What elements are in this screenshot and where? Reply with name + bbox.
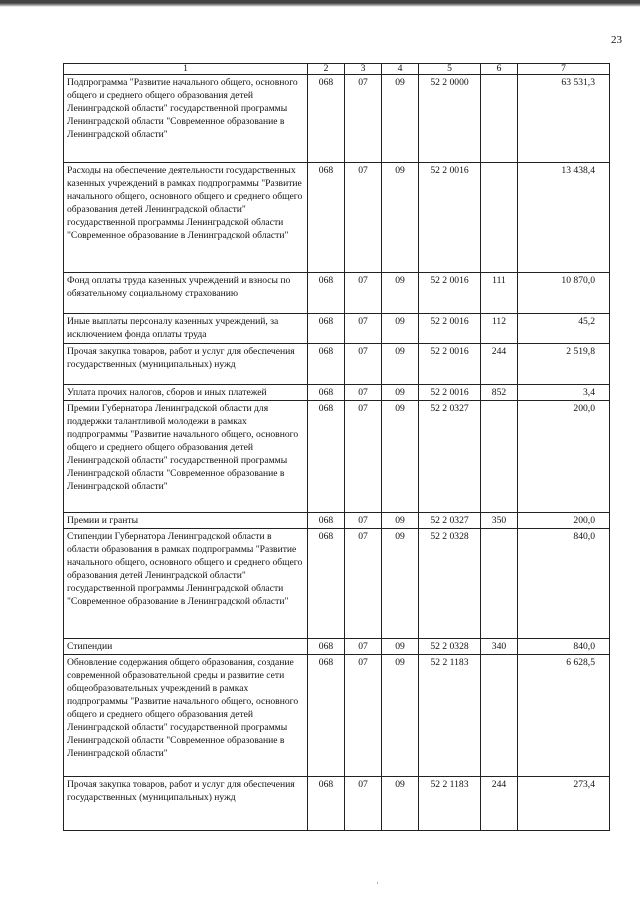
row-pr: 09 bbox=[382, 639, 419, 655]
table-row bbox=[64, 529, 610, 639]
row-rz: 07 bbox=[345, 75, 382, 163]
row-csr: 52 2 1183 bbox=[419, 777, 481, 831]
row-name: Премии и гранты bbox=[64, 513, 308, 529]
row-name: Стипендии bbox=[64, 639, 308, 655]
row-sum: 273,4 bbox=[518, 777, 610, 831]
row-rz: 07 bbox=[345, 777, 382, 831]
header-sum: 7 bbox=[518, 64, 610, 75]
row-pr: 09 bbox=[382, 273, 419, 314]
row-grbs: 068 bbox=[308, 273, 345, 314]
budget-table bbox=[63, 63, 610, 831]
row-sum: 2 519,8 bbox=[518, 344, 610, 385]
row-vr: 112 bbox=[481, 314, 518, 344]
row-rz: 07 bbox=[345, 273, 382, 314]
row-pr: 09 bbox=[382, 75, 419, 163]
row-csr: 52 2 0016 bbox=[419, 344, 481, 385]
row-rz: 07 bbox=[345, 401, 382, 513]
row-pr: 09 bbox=[382, 777, 419, 831]
row-pr: 09 bbox=[382, 163, 419, 273]
row-vr: 244 bbox=[481, 344, 518, 385]
header-rz: 3 bbox=[345, 64, 382, 75]
row-csr: 52 2 0328 bbox=[419, 529, 481, 639]
header-pr: 4 bbox=[382, 64, 419, 75]
row-grbs: 068 bbox=[308, 163, 345, 273]
row-vr bbox=[481, 529, 518, 639]
row-csr: 52 2 0327 bbox=[419, 513, 481, 529]
row-grbs: 068 bbox=[308, 639, 345, 655]
row-vr: 340 bbox=[481, 639, 518, 655]
row-sum: 3,4 bbox=[518, 385, 610, 401]
row-name: Уплата прочих налогов, сборов и иных платежей bbox=[64, 385, 308, 401]
row-rz: 07 bbox=[345, 655, 382, 777]
row-rz: 07 bbox=[345, 314, 382, 344]
row-csr: 52 2 0016 bbox=[419, 385, 481, 401]
row-grbs: 068 bbox=[308, 513, 345, 529]
row-csr: 52 2 0328 bbox=[419, 639, 481, 655]
page-number: 23 bbox=[611, 34, 622, 46]
row-sum: 840,0 bbox=[518, 639, 610, 655]
row-name: Иные выплаты персоналу казенных учреждений, за исключением фонда оплаты труда bbox=[64, 314, 308, 344]
table-row bbox=[64, 655, 610, 777]
row-grbs: 068 bbox=[308, 529, 345, 639]
row-grbs: 068 bbox=[308, 401, 345, 513]
row-pr: 09 bbox=[382, 385, 419, 401]
header-vr: 6 bbox=[481, 64, 518, 75]
row-pr: 09 bbox=[382, 401, 419, 513]
row-csr: 52 2 0016 bbox=[419, 314, 481, 344]
row-sum: 840,0 bbox=[518, 529, 610, 639]
row-grbs: 068 bbox=[308, 344, 345, 385]
row-name: Подпрограмма "Развитие начального общего, основного общего и среднего общего образования детей Ленинградской области" государственной программы Ленинградской области "Современное образование в Ленинградской области" bbox=[64, 75, 308, 163]
row-pr: 09 bbox=[382, 529, 419, 639]
row-name: Прочая закупка товаров, работ и услуг для обеспечения государственных (муниципальных) нужд bbox=[64, 344, 308, 385]
row-sum: 10 870,0 bbox=[518, 273, 610, 314]
row-rz: 07 bbox=[345, 163, 382, 273]
row-sum: 200,0 bbox=[518, 401, 610, 513]
table-row bbox=[64, 513, 610, 529]
row-rz: 07 bbox=[345, 639, 382, 655]
row-vr bbox=[481, 401, 518, 513]
table-row bbox=[64, 777, 610, 831]
row-sum: 200,0 bbox=[518, 513, 610, 529]
table-row bbox=[64, 163, 610, 273]
row-name: Обновление содержания общего образования, создание современной образовательной среды и развитие сети общеобразовательных учреждений в рамках подпрограммы "Развитие начального общего, основного общего и среднего общего образования детей Ленинградской области" государственной программы Ленинградской области "Современное образование в Ленинградской области" bbox=[64, 655, 308, 777]
row-sum: 63 531,3 bbox=[518, 75, 610, 163]
row-vr bbox=[481, 75, 518, 163]
row-csr: 52 2 0016 bbox=[419, 163, 481, 273]
scan-artifact-mark: · bbox=[376, 878, 379, 888]
header-grbs: 2 bbox=[308, 64, 345, 75]
scan-top-edge bbox=[0, 0, 640, 7]
table-row bbox=[64, 273, 610, 314]
row-vr: 111 bbox=[481, 273, 518, 314]
row-vr bbox=[481, 655, 518, 777]
row-vr bbox=[481, 163, 518, 273]
row-name: Фонд оплаты труда казенных учреждений и взносы по обязательному социальному страхованию bbox=[64, 273, 308, 314]
table-row bbox=[64, 639, 610, 655]
row-vr: 244 bbox=[481, 777, 518, 831]
header-name: 1 bbox=[64, 64, 308, 75]
row-rz: 07 bbox=[345, 385, 382, 401]
row-pr: 09 bbox=[382, 314, 419, 344]
table-row bbox=[64, 401, 610, 513]
row-grbs: 068 bbox=[308, 385, 345, 401]
row-name: Прочая закупка товаров, работ и услуг для обеспечения государственных (муниципальных) нужд bbox=[64, 777, 308, 831]
row-name: Премии Губернатора Ленинградской области для поддержки талантливой молодежи в рамках подпрограммы "Развитие начального общего, основного общего и среднего общего образования детей Ленинградской области" государственной программы Ленинградской области "Современное образование в Ленинградской области" bbox=[64, 401, 308, 513]
row-rz: 07 bbox=[345, 344, 382, 385]
row-pr: 09 bbox=[382, 513, 419, 529]
table-row bbox=[64, 314, 610, 344]
row-pr: 09 bbox=[382, 344, 419, 385]
row-name: Расходы на обеспечение деятельности государственных казенных учреждений в рамках подпрограммы "Развитие начального общего, основного общего и среднего общего образования детей Ленинградской области" государственной программы Ленинградской области "Современное образование в Ленинградской области" bbox=[64, 163, 308, 273]
header-csr: 5 bbox=[419, 64, 481, 75]
row-grbs: 068 bbox=[308, 314, 345, 344]
row-grbs: 068 bbox=[308, 655, 345, 777]
row-csr: 52 2 0000 bbox=[419, 75, 481, 163]
row-vr: 852 bbox=[481, 385, 518, 401]
row-pr: 09 bbox=[382, 655, 419, 777]
row-vr: 350 bbox=[481, 513, 518, 529]
row-name: Стипендии Губернатора Ленинградской области в области образования в рамках подпрограммы "Развитие начального общего, основного общего и среднего общего образования детей Ленинградской области" государственной программы Ленинградской области "Современное образование в Ленинградской области" bbox=[64, 529, 308, 639]
row-csr: 52 2 0016 bbox=[419, 273, 481, 314]
row-sum: 45,2 bbox=[518, 314, 610, 344]
table-row bbox=[64, 344, 610, 385]
row-sum: 6 628,5 bbox=[518, 655, 610, 777]
row-grbs: 068 bbox=[308, 777, 345, 831]
row-sum: 13 438,4 bbox=[518, 163, 610, 273]
table-row bbox=[64, 75, 610, 163]
table-row bbox=[64, 385, 610, 401]
row-rz: 07 bbox=[345, 513, 382, 529]
row-rz: 07 bbox=[345, 529, 382, 639]
table-header-row bbox=[64, 64, 610, 75]
row-csr: 52 2 0327 bbox=[419, 401, 481, 513]
row-grbs: 068 bbox=[308, 75, 345, 163]
row-csr: 52 2 1183 bbox=[419, 655, 481, 777]
